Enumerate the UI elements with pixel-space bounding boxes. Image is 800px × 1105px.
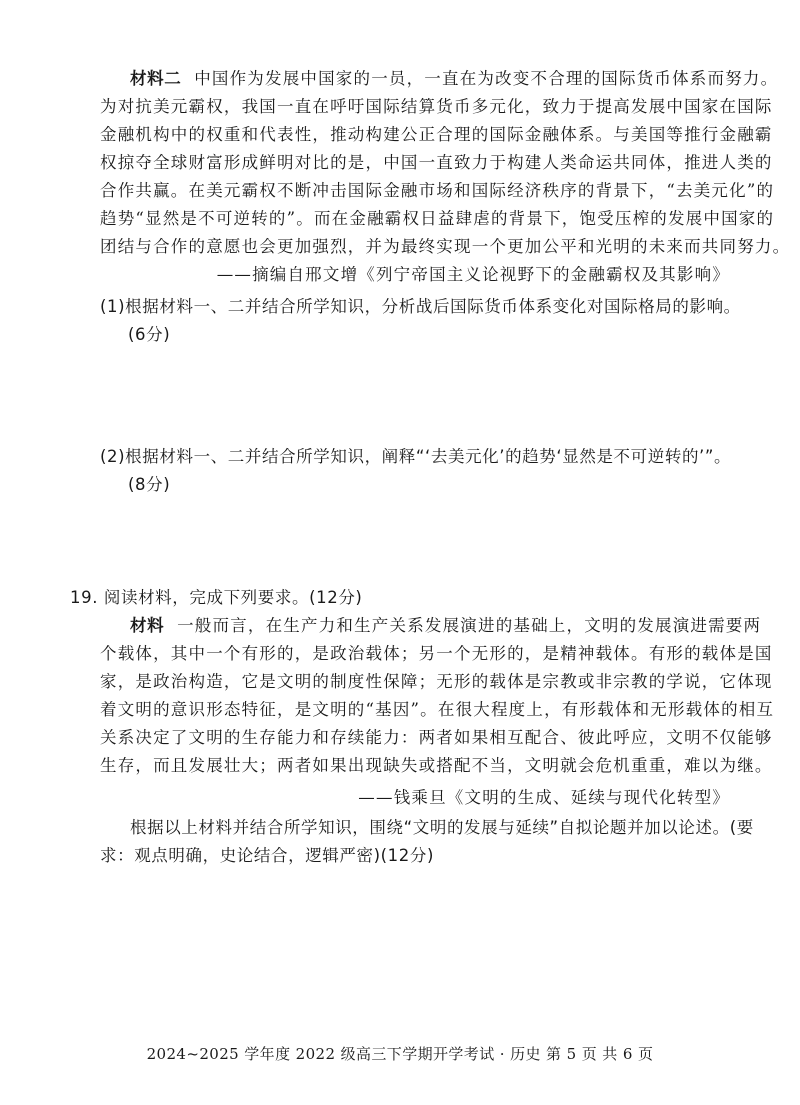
material2-text: 中国作为发展中国家的一员，一直在为改变不合理的国际货币体系而努力。 (194, 69, 779, 88)
material2-source: ——摘编自邢文增《列宁帝国主义论视野下的金融霸权及其影响》 (216, 265, 730, 284)
material2-first-line (130, 68, 779, 90)
material2-line: 金融机构中的权重和代表性，推动构建公正合理的国际金融体系。与美国等推行金融霸 (100, 125, 773, 144)
material2-line: 合作共赢。在美元霸权不断冲击国际金融市场和国际经济秩序的背景下，“去美元化”的 (100, 181, 775, 200)
question-19-material-line: 关系决定了文明的生存能力和存续能力：两者如果相互配合、彼此呼应，文明不仅能够 (100, 728, 773, 747)
material2-line: 团结与合作的意愿也会更加强烈，并为最终实现一个更加公平和光明的未来而共同努力。 (100, 237, 791, 256)
material2-line: 为对抗美元霸权，我国一直在呼吁国际结算货币多元化，致力于提高发展中国家在国际 (100, 97, 773, 116)
material2-label: 材料二 (130, 69, 182, 88)
question-1: (1)根据材料一、二并结合所学知识，分析战后国际货币体系变化对国际格局的影响。 (100, 297, 741, 316)
question-19-material-text: 一般而言，在生产力和生产关系发展演进的基础上，文明的发展演进需要两 (177, 616, 762, 635)
question-19-material-first-line (130, 615, 762, 637)
question-19-requirement: 根据以上材料并结合所学知识，围绕“文明的发展与延续”自拟论题并加以论述。(要 (130, 818, 754, 837)
page-footer: 2024~2025 学年度 2022 级高三下学期开学考试 · 历史 第 5 页 共 6 页 (146, 1045, 654, 1063)
question-19-material-line: 生存，而且发展壮大；两者如果出现缺失或搭配不当，文明就会危机重重，难以为继。 (100, 756, 773, 775)
question-19-material-line: 家，是政治构造，它是文明的制度性保障；无形的载体是宗教或非宗教的学说，它体现 (100, 672, 773, 691)
material2-line: 权掠夺全球财富形成鲜明对比的是，中国一直致力于构建人类命运共同体，推进人类的 (100, 153, 773, 172)
question-19-material-line: 着文明的意识形态特征，是文明的“基因”。在很大程度上，有形载体和无形载体的相互 (100, 700, 775, 719)
question-19-requirement-cont: 求：观点明确，史论结合，逻辑严密)(12分) (100, 846, 435, 865)
question-2-score: (8分) (128, 475, 171, 494)
question-2: (2)根据材料一、二并结合所学知识，阐释“‘去美元化’的趋势‘显然是不可逆转的’”。 (100, 447, 732, 466)
question-1-score: (6分) (128, 325, 171, 344)
question-19-material-line: 个载体，其中一个有形的，是政治载体；另一个无形的，是精神载体。有形的载体是国 (100, 644, 773, 663)
question-19-source: ——钱乘旦《文明的生成、延续与现代化转型》 (358, 788, 730, 807)
question-19-material-label: 材料 (130, 616, 165, 635)
material2-line: 趋势“显然是不可逆转的”。而在金融霸权日益肆虐的背景下，饱受压榨的发展中国家的 (100, 209, 775, 228)
question-19-title: 19. 阅读材料，完成下列要求。(12分) (70, 588, 363, 607)
